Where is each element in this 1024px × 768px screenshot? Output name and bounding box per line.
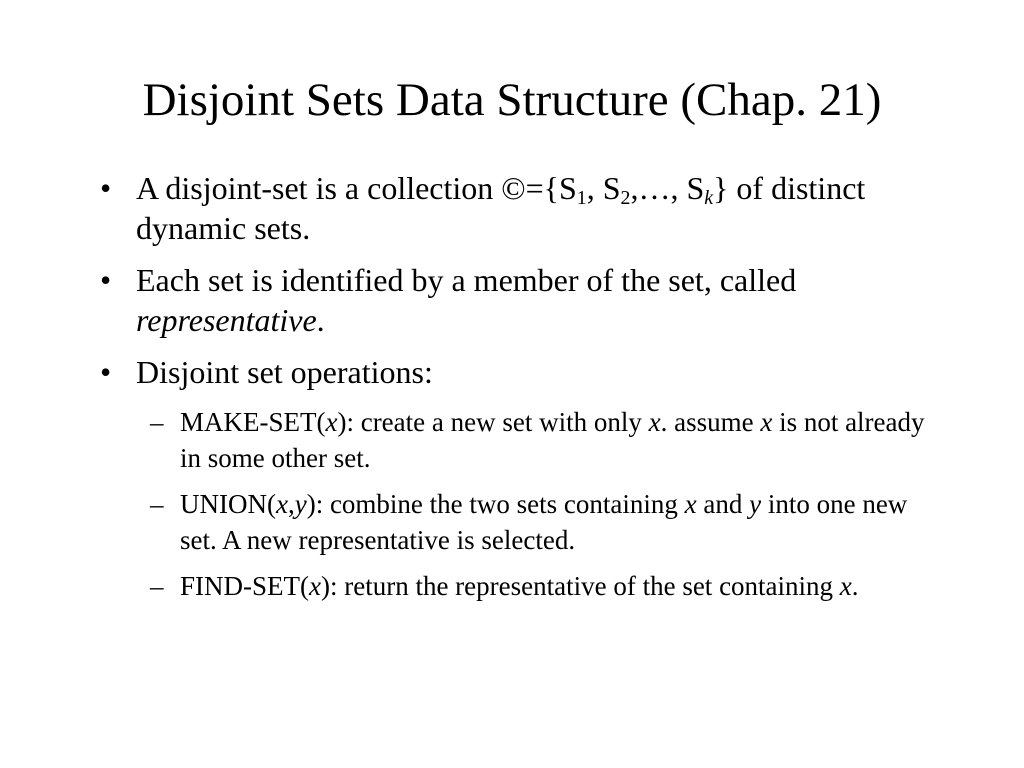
sub-text: MAKE-SET( [180, 407, 326, 437]
sub-text: is not already in some other set. [180, 407, 925, 473]
operations-sublist [98, 404, 948, 604]
bullet-dot: • [100, 354, 112, 390]
sub-bullet-dash: – [150, 489, 164, 519]
sub-text: , [287, 489, 295, 519]
bullet-text: ={S [525, 170, 577, 206]
sub-bullet-dash: – [150, 407, 164, 437]
var-x: x [648, 407, 661, 437]
bullet-dot: • [100, 170, 112, 206]
sub-text: and [696, 489, 750, 519]
sub-text: . [851, 571, 859, 601]
bullet-list [98, 168, 948, 614]
sub-text: . assume [660, 407, 761, 437]
bullet-text: ,…, S [630, 170, 705, 206]
var-y: y [749, 489, 762, 519]
subscript-1: 1 [576, 186, 587, 209]
var-x: x [309, 571, 321, 601]
sub-bullet-find-set [98, 568, 948, 604]
bullet-dot: • [100, 262, 112, 298]
sub-bullet-dash: – [150, 571, 164, 601]
bullet-text: A disjoint-set is a collection [136, 170, 502, 206]
bullet-representative [98, 260, 948, 340]
sub-text: UNION( [180, 489, 276, 519]
bullet-operations [98, 352, 948, 392]
bullet-text: . [316, 302, 325, 338]
bullet-text: } of distinct dynamic sets. [136, 170, 866, 246]
operations-sublist-wrapper [98, 404, 948, 604]
var-x: x [275, 489, 288, 519]
slide-title: Disjoint Sets Data Structure (Chap. 21) [142, 74, 882, 126]
var-x: x [325, 407, 338, 437]
sub-text: ): combine the two sets containing [306, 489, 685, 519]
subscript-2: 2 [620, 186, 631, 209]
bullet-text: Disjoint set operations: [136, 354, 433, 390]
sub-text: ): create a new set with only [337, 407, 649, 437]
var-x: x [760, 407, 773, 437]
bullet-text: , S [586, 170, 621, 206]
bullet-text: Each set is identified by a member of the set, called [136, 262, 797, 298]
var-x: x [839, 571, 852, 601]
collection-symbol: © [501, 170, 526, 206]
sub-text: ): return the representative of the set containing [320, 571, 840, 601]
var-y: y [294, 489, 307, 519]
sub-bullet-union [98, 486, 948, 558]
var-x: x [684, 489, 697, 519]
sub-text: FIND-SET( [180, 571, 309, 601]
sub-text: into one new set. A new representative is selected. [180, 489, 908, 555]
subscript-k: k [704, 186, 714, 209]
representative-term: representative [136, 302, 317, 338]
bullet-disjoint-set-definition [98, 168, 948, 248]
sub-bullet-make-set [98, 404, 948, 476]
